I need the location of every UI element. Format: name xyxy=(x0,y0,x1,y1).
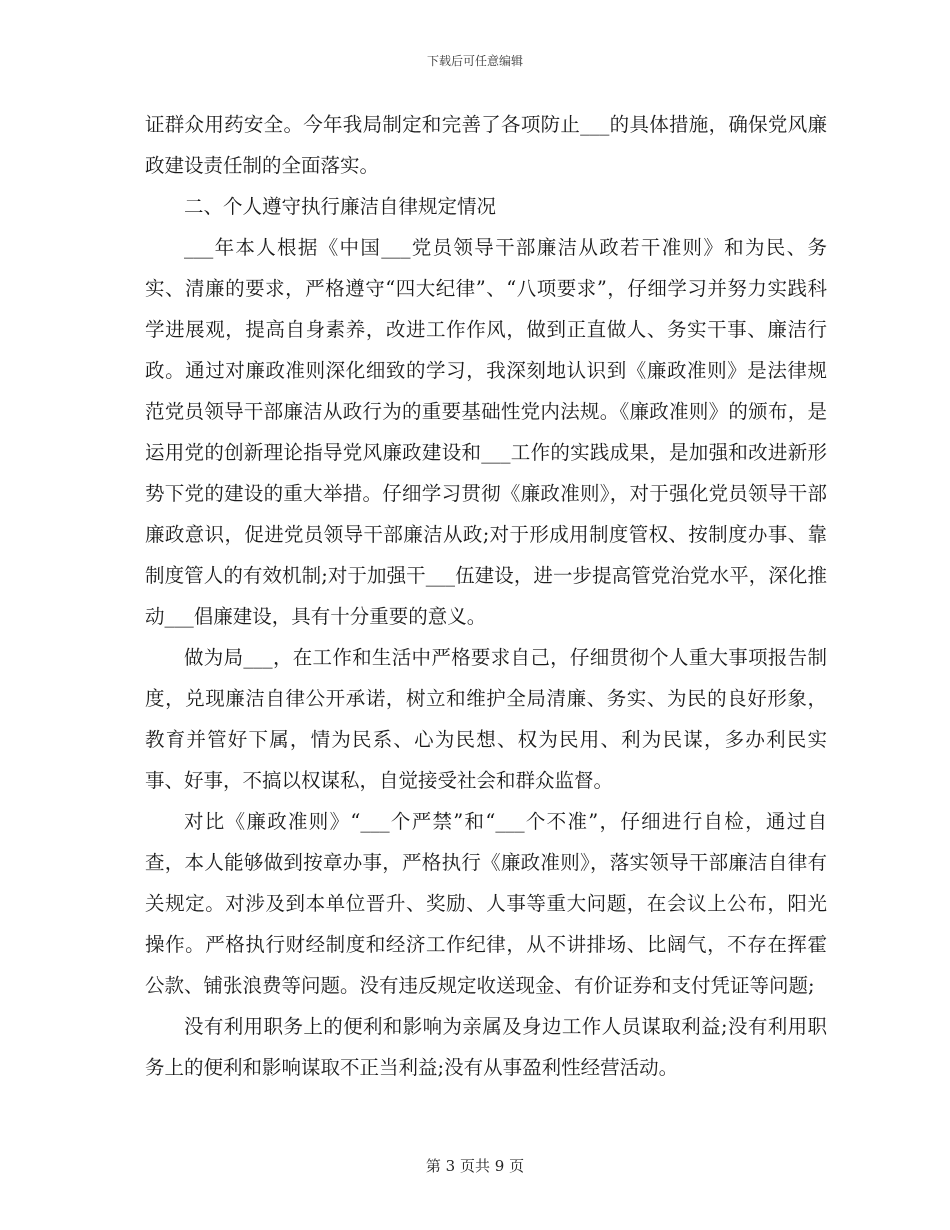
paragraph: 没有利用职务上的便利和影响为亲属及身边工作人员谋取利益;没有利用职务上的便利和影响谋取不正当利益;没有从事盈利性经营活动。 xyxy=(145,1015,827,1079)
page-footer: 第 3 页共 9 页 xyxy=(425,1157,525,1175)
page-header: 下载后可任意编辑 xyxy=(426,54,523,68)
paragraph: ___年本人根据《中国___党员领导干部廉洁从政若干准则》和为民、务实、清廉的要求，严格遵守“四大纪律”、“八项要求”，仔细学习并努力实践科学进展观，提高自身素养，改进工作作风，做到正直做人、务实干事、廉洁行政。通过对廉政准则深化细致的学习，我深刻地认识到《廉政准则》是法律规范党员领导干部廉洁从政行为的重要基础性党内法规。《廉政准则》的颁布，是运用党的创新理论指导党风廉政建设和___工作的实践成果，是加强和改进新形势下党的建设的重大举措。仔细学习贯彻《廉政准则》，对于强化党员领导干部廉政意识，促进党员领导干部廉洁从政;对于形成用制度管权、按制度办事、靠制度管人的有效机制;对于加强干___伍建设，进一步提高管党治党水平，深化推动___倡廉建设，具有十分重要的意义。 xyxy=(145,236,827,628)
paragraph: 对比《廉政准则》“___个严禁”和“___个不准”，仔细进行自检，通过自查，本人能够做到按章办事，严格执行《廉政准则》，落实领导干部廉洁自律有关规定。对涉及到本单位晋升、奖励、人事等重大问题，在会议上公布，阳光操作。严格执行财经制度和经济工作纪律，从不讲排场、比阔气，不存在挥霍公款、铺张浪费等问题。没有违反规定收送现金、有价证券和支付凭证等问题; xyxy=(145,810,827,997)
paragraph: 证群众用药安全。今年我局制定和完善了各项防止___的具体措施，确保党风廉政建设责任制的全面落实。 xyxy=(145,113,827,177)
section-heading: 二、个人遵守执行廉洁自律规定情况 xyxy=(184,195,497,218)
document-body xyxy=(145,104,827,1088)
paragraph: 做为局___，在工作和生活中严格要求自己，仔细贯彻个人重大事项报告制度，兑现廉洁自律公开承诺，树立和维护全局清廉、务实、为民的良好形象，教育并管好下属，情为民系、心为民想、权为民用、利为民谋，多办利民实事、好事，不搞以权谋私，自觉接受社会和群众监督。 xyxy=(145,646,827,792)
